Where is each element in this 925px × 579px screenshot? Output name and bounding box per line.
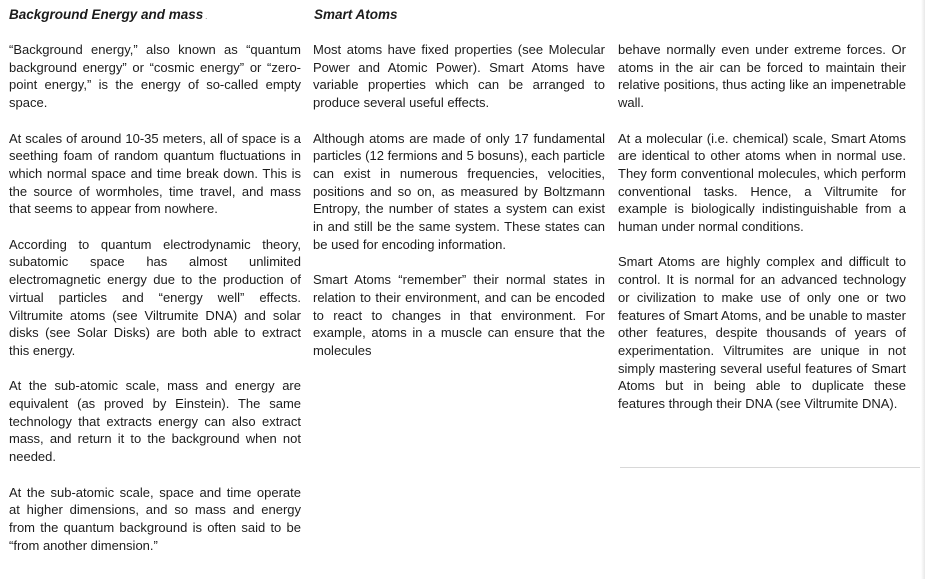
section-heading-background-energy bbox=[9, 7, 208, 22]
text-column-2 bbox=[313, 41, 605, 377]
paragraph: “Background energy,” also known as “quantum background energy” or “cosmic energy” or “zero-point energy,” is the energy of so-called empty space. bbox=[9, 42, 301, 111]
text-column-3 bbox=[618, 41, 906, 430]
page-rule bbox=[620, 467, 920, 468]
page-edge-shadow bbox=[921, 0, 925, 579]
paragraph: behave normally even under extreme forces. Or atoms in the air can be forced to maintain their relative positions, thus acting like an impenetrable wall. bbox=[618, 42, 906, 111]
paragraph: Smart Atoms are highly complex and difficult to control. It is normal for an advanced technology or civilization to make use of only one or two features of Smart Atoms, and be unable to master other features, despite thousands of years of experimentation. Viltrumites are unique in not simply mastering several useful features of Smart Atoms but in being able to duplicate these features through their DNA (see Viltrumite DNA). bbox=[618, 254, 906, 412]
section-heading-smart-atoms: Smart Atoms bbox=[314, 7, 398, 22]
paragraph: According to quantum electrodynamic theory, subatomic space has almost unlimited electromagnetic energy due to the production of virtual particles and “energy well” effects. Viltrumite atoms (see Viltrumite DNA) and solar disks (see Solar Disks) are both able to extract this energy. bbox=[9, 236, 301, 358]
heading-text: Background Energy and mass bbox=[9, 7, 204, 22]
paragraph: Most atoms have fixed properties (see Molecular Power and Atomic Power). Smart Atoms have variable properties which can be arranged to produce several useful effects. bbox=[313, 42, 605, 111]
paragraph: At the sub-atomic scale, mass and energy are equivalent (as proved by Einstein). The same technology that extracts energy can also extract mass, and return it to the background when not needed. bbox=[9, 378, 301, 465]
paragraph: At a molecular (i.e. chemical) scale, Smart Atoms are identical to other atoms when in normal use. They form conventional molecules, which perform conventional tasks. Hence, a Viltrumite for example is biologically indistinguishable from a human under normal conditions. bbox=[618, 130, 906, 235]
text-column-1 bbox=[9, 41, 301, 572]
heading-mark: . bbox=[205, 11, 208, 21]
paragraph: At scales of around 10-35 meters, all of space is a seething foam of random quantum fluctuations in which normal space and time break down. This is the source of wormholes, time travel, and mass that seems to appear from nowhere. bbox=[9, 130, 301, 217]
paragraph: Smart Atoms “remember” their normal states in relation to their environment, and can be encoded to react to changes in that environment. For example, atoms in a muscle can ensure that the molecules bbox=[313, 272, 605, 358]
paragraph: At the sub-atomic scale, space and time operate at higher dimensions, and so mass and energy from the quantum background is often said to be “from another dimension.” bbox=[9, 484, 301, 553]
paragraph: Although atoms are made of only 17 fundamental particles (12 fermions and 5 bosuns), each particle can exist in numerous frequencies, velocities, positions and so on, as measured by Boltzmann Entropy, the number of states a system can exist in and still be the same system. These states can be used for encoding information. bbox=[313, 130, 605, 252]
